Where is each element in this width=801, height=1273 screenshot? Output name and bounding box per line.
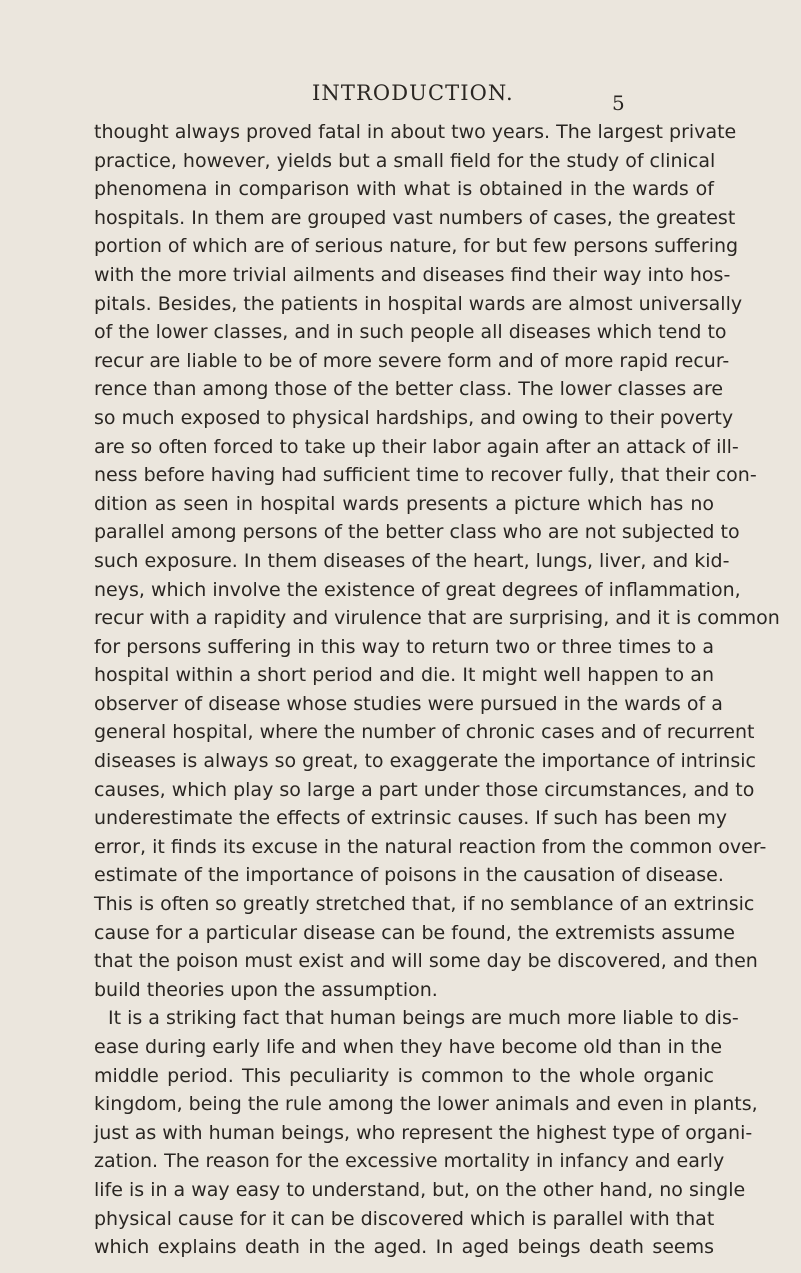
text-line: zation. The reason for the excessive mortality in infancy and early [94, 1150, 725, 1173]
text-line: which explains death in the aged. In aged beings death seems [94, 1236, 714, 1259]
text-line: pitals. Besides, the patients in hospital wards are almost universally [94, 292, 743, 315]
text-line: recur with a rapidity and virulence that are surprising, and it is common [94, 607, 780, 630]
text-line: of the lower classes, and in such people all diseases which tend to [94, 321, 727, 344]
text-line: diseases is always so great, to exaggerate the importance of intrinsic [94, 750, 756, 773]
text-line: error, it finds its excuse in the natural reaction from the common over- [94, 835, 767, 858]
text-line: so much exposed to physical hardships, and owing to their poverty [94, 406, 734, 429]
text-line: with the more trivial ailments and diseases find their way into hos- [94, 263, 731, 286]
text-line: such exposure. In them diseases of the heart, lungs, liver, and kid- [94, 549, 730, 572]
text-line: that the poison must exist and will some day be discovered, and then [94, 950, 758, 973]
text-line: thought always proved fatal in about two years. The largest private [94, 121, 737, 143]
text-line: ease during early life and when they have become old than in the [94, 1036, 723, 1058]
text-line: causes, which play so large a part under those circumstances, and to [94, 778, 755, 801]
text-line: kingdom, being the rule among the lower animals and even in plants, [94, 1093, 758, 1116]
text-line: recur are liable to be of more severe form and of more rapid recur- [94, 349, 730, 372]
text-line: This is often so greatly stretched that, if no semblance of an extrinsic [94, 893, 755, 916]
text-line: portion of which are of serious nature, for but few persons suffering [94, 235, 739, 258]
text-line: dition as seen in hospital wards presents a picture which has no [94, 492, 714, 515]
text-line: hospital within a short period and die. It might well happen to an [94, 664, 714, 687]
text-line: observer of disease whose studies were pursued in the wards of a [94, 692, 723, 715]
text-line: for persons suffering in this way to return two or three times to a [94, 635, 714, 658]
body-text [94, 118, 780, 1262]
text-line: general hospital, where the number of chronic cases and of recurrent [94, 721, 755, 744]
text-line: ness before having had sufficient time to recover fully, that their con- [94, 464, 757, 487]
text-line: physical cause for it can be discovered which is parallel with that [94, 1207, 715, 1230]
text-line: are so often forced to take up their labor again after an attack of ill- [94, 435, 739, 458]
text-line: underestimate the effects of extrinsic causes. If such has been my [94, 807, 727, 830]
text-line: just as with human beings, who represent the highest type of organi- [94, 1121, 753, 1144]
text-line: rence than among those of the better class. The lower classes are [94, 378, 724, 401]
text-line: parallel among persons of the better class who are not subjected to [94, 521, 740, 544]
running-head: INTRODUCTION. [312, 81, 514, 105]
page-number: 5 [612, 91, 625, 115]
text-line: hospitals. In them are grouped vast numbers of cases, the greatest [94, 206, 736, 229]
text-line: neys, which involve the existence of great degrees of inflammation, [94, 578, 741, 601]
text-line: phenomena in comparison with what is obtained in the wards of [94, 178, 714, 201]
paragraph-end-line: build theories upon the assumption. [94, 978, 438, 1001]
text-line: middle period. This peculiarity is common to the whole organic [94, 1064, 714, 1087]
text-line: cause for a particular disease can be found, the extremists assume [94, 921, 735, 944]
text-line: life is in a way easy to understand, but, on the other hand, no single [94, 1178, 746, 1201]
text-line: practice, however, yields but a small field for the study of clinical [94, 149, 716, 172]
text-line: estimate of the importance of poisons in the causation of disease. [94, 864, 724, 887]
paragraph-start-line: It is a striking fact that human beings are much more liable to dis- [108, 1007, 739, 1030]
